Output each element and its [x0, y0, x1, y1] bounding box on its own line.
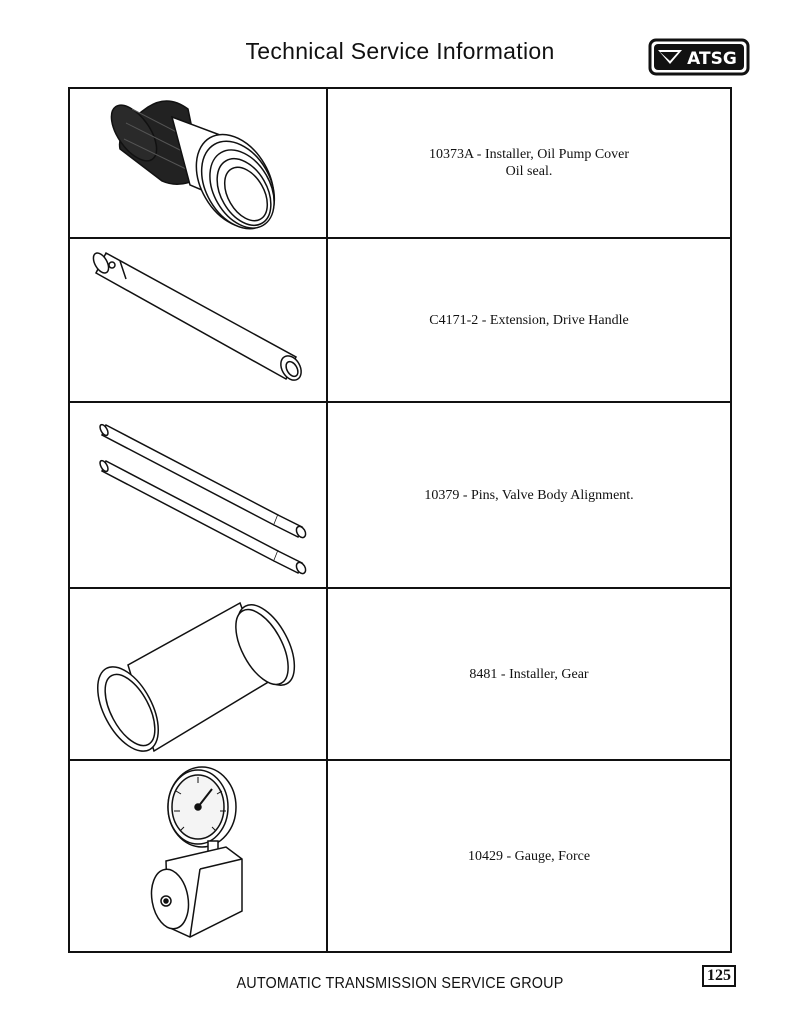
tool-image-cell: [70, 89, 328, 237]
tool-description-line: 8481 - Installer, Gear: [469, 666, 589, 682]
force-gauge-icon: [70, 761, 326, 949]
tool-description: [328, 89, 730, 237]
pump-seal-installer-icon: [70, 89, 326, 237]
tool-description: [328, 239, 730, 401]
tool-description-line: 10379 - Pins, Valve Body Alignment.: [424, 487, 634, 503]
tool-image-cell: [70, 589, 328, 759]
tool-row: [70, 403, 730, 589]
tool-description: [328, 761, 730, 951]
tool-row: [70, 89, 730, 239]
footer-text: AUTOMATIC TRANSMISSION SERVICE GROUP: [236, 975, 564, 992]
page-number: 125: [702, 965, 736, 987]
alignment-pins-icon: [70, 403, 326, 587]
tool-row: [70, 761, 730, 951]
tool-table: [68, 87, 732, 953]
tool-description-line: 10429 - Gauge, Force: [467, 848, 591, 864]
tool-description: [328, 589, 730, 759]
tool-image-cell: [70, 403, 328, 587]
tool-row: [70, 589, 730, 761]
page-title: Technical Service Information: [245, 38, 555, 64]
gear-installer-icon: [70, 589, 326, 759]
tool-description: [328, 403, 730, 587]
atsg-logo: [648, 38, 750, 76]
tool-image-cell: [70, 239, 328, 401]
atsg-logo-text: ATSG: [687, 49, 737, 69]
tool-description-line: C4171-2 - Extension, Drive Handle: [429, 312, 629, 328]
tool-image-cell: [70, 761, 328, 951]
tool-description-line: Oil seal.: [505, 164, 553, 179]
tool-description-line: 10373A - Installer, Oil Pump Cover: [428, 147, 630, 162]
tool-row: [70, 239, 730, 403]
drive-handle-extension-icon: [70, 239, 326, 401]
